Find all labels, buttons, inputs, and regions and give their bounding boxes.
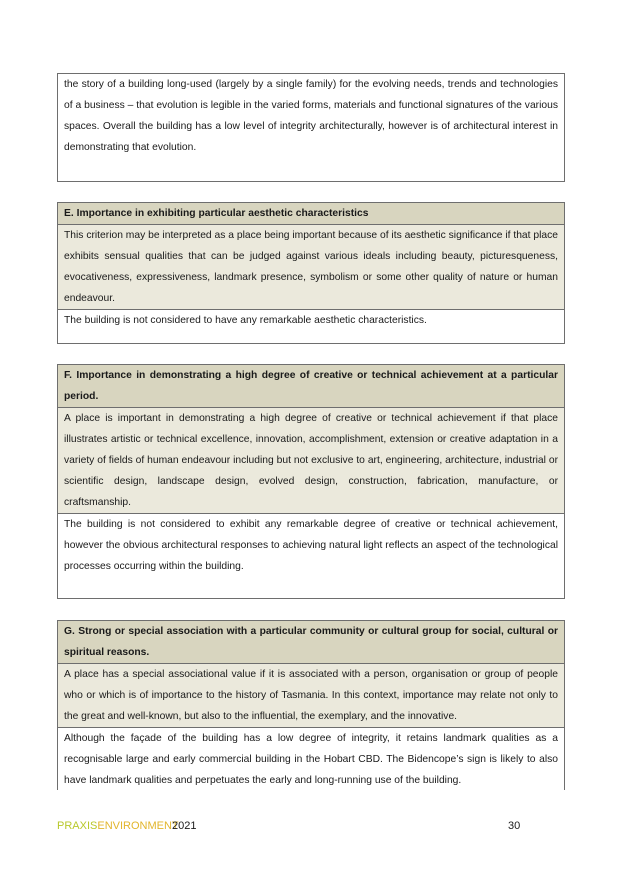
section-d-body: the story of a building long-used (largely by a single family) for the evolving needs, trends and technologies of a business – that evolution is legible in the varied forms, materials and functional signatures of the various spaces. Overall the building has a low level of integrity architecturally, however is of architectural interest in demonstrating that evolution. bbox=[58, 74, 564, 158]
footer-year: 2021 bbox=[172, 820, 197, 832]
section-g-criterion: A place has a special associational value if it is associated with a person, organisation or group of people who or which is of importance to the history of Tasmania. In this context, importance may relate not only to the great and well-known, but also to the influential, the exemplary, and the innovative. bbox=[58, 664, 564, 728]
section-f-box bbox=[57, 364, 565, 599]
section-d-box bbox=[57, 73, 565, 182]
footer-brand-praxis: PRAXIS bbox=[57, 820, 98, 832]
section-f-assessment: The building is not considered to exhibit any remarkable degree of creative or technical achievement, however the obvious architectural responses to achieving natural light reflects an aspect of the technological processes occurring within the building. bbox=[58, 514, 564, 577]
section-g-box bbox=[57, 620, 565, 790]
section-f-heading: F. Importance in demonstrating a high degree of creative or technical achievement at a particular period. bbox=[58, 365, 564, 408]
footer-brand bbox=[57, 820, 179, 832]
section-g-assessment: Although the façade of the building has a low degree of integrity, it retains landmark qualities as a recognisable large and early commercial building in the Hobart CBD. The Bidencope’s sign is likely to also have landmark qualities and perpetuates the early and long-running use of the building. bbox=[58, 728, 564, 791]
section-e-heading: E. Importance in exhibiting particular aesthetic characteristics bbox=[58, 203, 564, 225]
page-number: 30 bbox=[508, 820, 521, 832]
section-e-assessment: The building is not considered to have any remarkable aesthetic characteristics. bbox=[58, 310, 564, 331]
section-g-heading: G. Strong or special association with a particular community or cultural group for social, cultural or spiritual reasons. bbox=[58, 621, 564, 664]
section-f-criterion: A place is important in demonstrating a high degree of creative or technical achievement if that place illustrates artistic or technical excellence, innovation, accomplishment, extension or creative adaptation in a variety of fields of human endeavour including but not exclusive to art, engineering, architecture, industrial or scientific design, landscape design, evolved design, construction, fabrication, manufacture, or craftsmanship. bbox=[58, 408, 564, 514]
section-e-box bbox=[57, 202, 565, 344]
section-e-criterion: This criterion may be interpreted as a place being important because of its aesthetic significance if that place exhibits sensual qualities that can be judged against various ideals including beauty, picturesqueness, evocativeness, expressiveness, landmark presence, symbolism or some other quality of nature or human endeavour. bbox=[58, 225, 564, 310]
footer-brand-environment: ENVIRONMENT bbox=[97, 820, 179, 832]
